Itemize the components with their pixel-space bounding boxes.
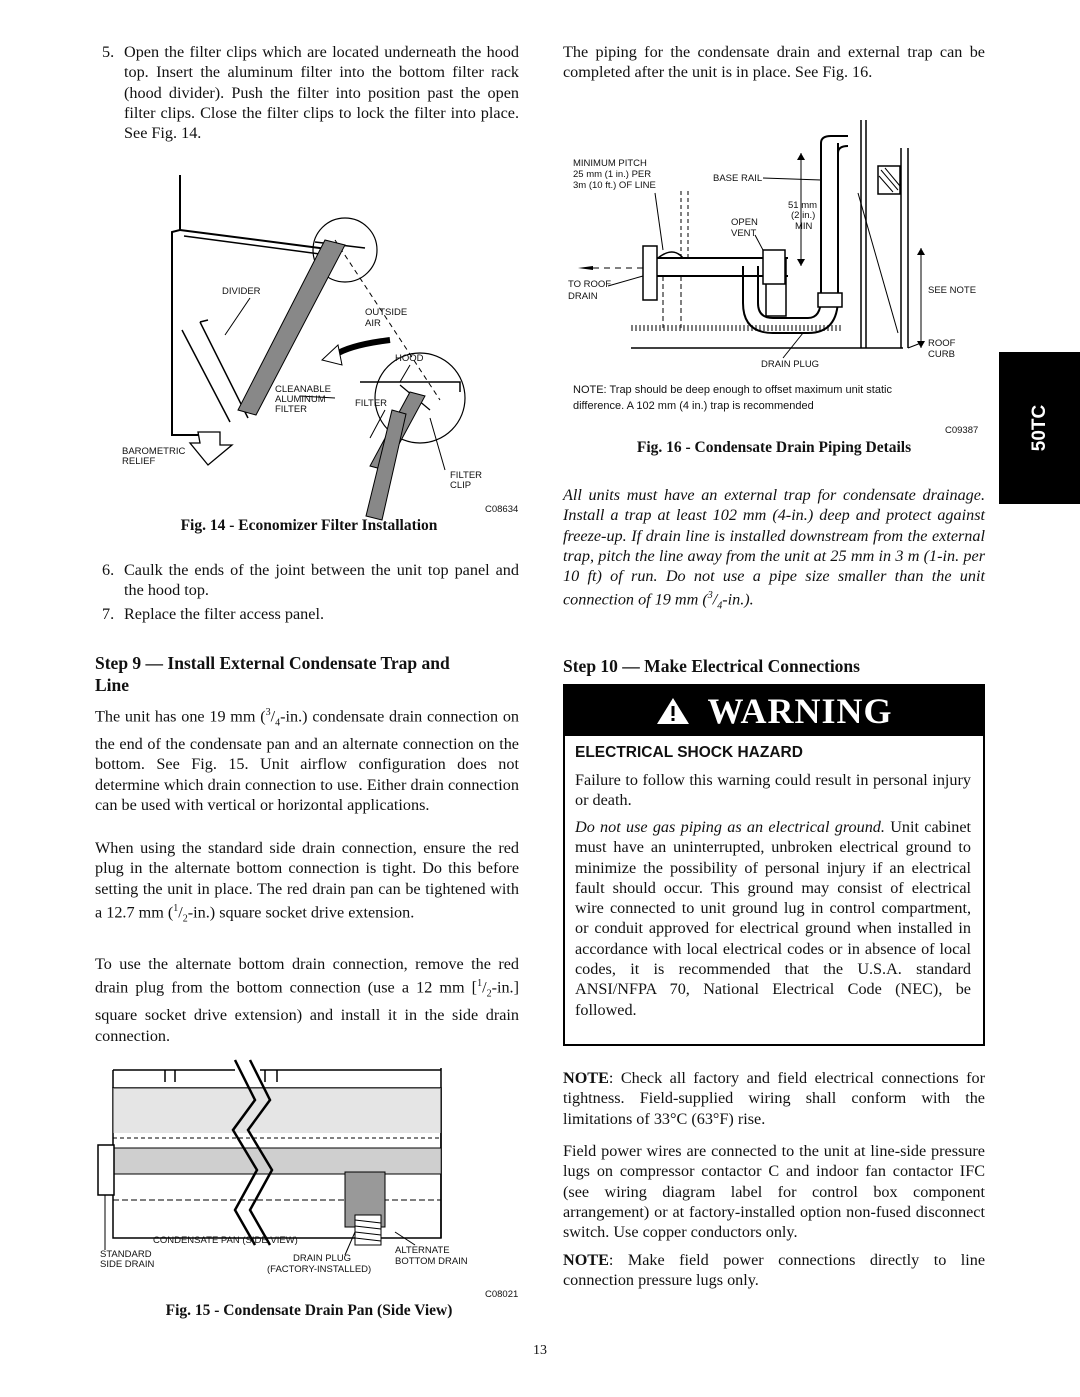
page-number: 13	[533, 1343, 547, 1358]
label-outside: OUTSIDE	[365, 307, 408, 318]
text: : Make field power connections directly to line connection pressure lugs only.	[563, 1251, 985, 1290]
text: -in.) square socket drive extension.	[187, 903, 415, 922]
figure-14-caption: Fig. 14 - Economizer Filter Installation	[180, 517, 438, 534]
fraction-den: 4	[717, 601, 723, 613]
label-side-drain: SIDE DRAIN	[100, 1259, 155, 1270]
label-to-roof: TO ROOF	[568, 279, 612, 290]
label-open: OPEN	[731, 217, 758, 228]
label-filter-2: FILTER	[355, 398, 388, 409]
paragraph-alternate-drain: To use the alternate bottom drain connection, remove the red drain plug from the bottom connection (use a 12 mm $[^1/_2-in.]$ square socket drive extension) and install it in the side drain connection.	[95, 955, 519, 1045]
label-filter: FILTER	[275, 404, 308, 415]
fraction-den: 4	[275, 717, 281, 729]
note-connections	[563, 1068, 985, 1129]
label-divider: DIVIDER	[222, 286, 261, 297]
note-line-2: difference. A 102 mm (4 in.) trap is recommended	[573, 400, 814, 412]
warning-triangle-icon	[655, 696, 691, 726]
warning-text-2	[575, 817, 971, 1020]
label-51mm: 51 mm	[788, 200, 818, 211]
label-see-note: SEE NOTE	[928, 285, 977, 296]
paragraph-external-trap: All units must have an external trap for condensate drainage. Install a trap at least 102 mm (4-in.) deep and protect against freeze-up. If drain line is installed downstream from the external trap, pitch the line away from the unit at 25 mm in 3 m (1-in. per 10 ft) of run. Do not use a pipe size smaller than the unit connection of 19 mm $(^3/_4-in.)$.	[563, 486, 985, 613]
figure-15-condensate-drain-pan	[95, 1060, 525, 1305]
figure-code: C08634	[485, 504, 519, 515]
warning-title: WARNING	[707, 691, 893, 731]
figure-16-condensate-drain-piping	[563, 118, 988, 438]
text: -in.).	[722, 590, 754, 609]
paragraph-piping-intro: The piping for the condensate drain and external trap can be completed after the unit is in place. See Fig. 16.	[563, 43, 985, 82]
text: To use the alternate bottom drain connection, remove the red drain plug from the bottom connection (use a 12 mm [	[95, 955, 519, 997]
text: Unit cabinet must have an uninterrupted, unbroken electrical ground to minimize the possibility of personal injury if an electrical fault should occur. This ground may consist of electrical wire connected to unit ground lug in control compartment, or conduit approved for electrical ground when installed in accordance with local electrical codes or in absence of local codes, it is recommended that the U.S.A. standard ANSI/NFPA 70, National Electrical Code (NEC), be followed.	[575, 818, 971, 1019]
label-cleanable: CLEANABLE	[275, 384, 331, 395]
note-line-1: NOTE: Trap should be deep enough to offset maximum unit static	[573, 384, 892, 396]
text: Do not use gas piping as an electrical ground.	[575, 818, 885, 836]
step-text: Caulk the ends of the joint between the unit top panel and the hood top.	[124, 561, 519, 600]
fraction-num: 1	[477, 978, 483, 990]
step-number: 6.	[102, 561, 115, 579]
figure-14-economizer-filter	[100, 170, 530, 520]
figure-15-caption: Fig. 15 - Condensate Drain Pan (Side View)	[165, 1302, 453, 1319]
label-hood: HOOD	[395, 353, 424, 364]
label-factory-installed: (FACTORY-INSTALLED)	[267, 1264, 372, 1275]
text: When using the standard side drain connection, ensure the red plug in the alternate bottom connection is tight. Do this before setting the unit in place. The red drain pan can be tightened with a 12.7 mm (	[95, 839, 519, 922]
side-tab-label: 50TC	[1028, 404, 1050, 452]
label-clip: CLIP	[450, 480, 472, 491]
fraction-den: 2	[182, 913, 188, 925]
step-10-heading: Step 10 — Make Electrical Connections	[563, 656, 860, 676]
label-pitch-line-2: 25 mm (1 in.) PER	[573, 169, 652, 180]
text: The unit has one 19 mm (	[95, 707, 266, 726]
figure-16-caption: Fig. 16 - Condensate Drain Piping Details	[636, 439, 912, 456]
label-relief: RELIEF	[122, 456, 156, 467]
steps-6-7	[102, 560, 519, 624]
label-filter-3: FILTER	[450, 470, 483, 481]
text: -in.] square socket drive extension) and install it in the side drain connection.	[95, 978, 519, 1045]
fraction-num: 3	[265, 707, 271, 718]
label-air: AIR	[365, 318, 381, 329]
step-5	[102, 42, 519, 143]
label-drain-plug: DRAIN PLUG	[293, 1253, 352, 1264]
label-min: MIN	[795, 221, 813, 232]
step-9-heading	[95, 652, 519, 696]
label-pitch-line-3: 3m (10 ft.) OF LINE	[573, 180, 656, 191]
label-2in: (2 in.)	[791, 210, 816, 221]
note-label: NOTE	[563, 1251, 609, 1269]
fraction-num: 1	[173, 902, 179, 914]
label-base-rail: BASE RAIL	[713, 173, 763, 184]
heading-line: Line	[95, 675, 130, 695]
paragraph-field-power: Field power wires are connected to the unit at line-side pressure lugs on compressor contactor C and indoor fan contactor IFC (see wiring diagram label for control box component arrangement) or at factory-installed option non-fused disconnect switch. Use copper conductors only.	[563, 1142, 985, 1242]
step-text: Open the filter clips which are located underneath the hood top. Insert the aluminum filter into the bottom filter rack (hood divider). Push the filter into position past the open filter clips. Close the filter clips to lock the filter into place. See Fig. 14.	[124, 43, 519, 143]
label-standard: STANDARD	[100, 1249, 152, 1260]
label-drain-plug: DRAIN PLUG	[761, 359, 820, 370]
paragraph-drain-connection: The unit has one 19 mm $(^3/_4-in.)$ condensate drain connection on the end of the condensate pan and an alternate connection on the bottom. See Fig. 15. Unit airflow configuration does not determine which drain connection to use. Either drain connection can be used with vertical or horizontal applications.	[95, 707, 520, 814]
step-text: Replace the filter access panel.	[124, 604, 324, 623]
hazard-title: ELECTRICAL SHOCK HAZARD	[575, 744, 803, 761]
label-drain: DRAIN	[568, 291, 598, 302]
label-vent: VENT	[731, 228, 757, 239]
fraction-num: 3	[707, 590, 713, 602]
step-number: 7.	[102, 604, 115, 623]
side-tab	[999, 352, 1080, 504]
warning-box	[563, 684, 985, 1046]
label-curb: CURB	[928, 349, 955, 360]
warning-text-1: Failure to follow this warning could result in personal injury or death.	[575, 771, 971, 810]
heading-line: Step 9 — Install External Condensate Trap and	[95, 653, 450, 673]
note-label: NOTE	[563, 1069, 609, 1087]
label-barometric: BAROMETRIC	[122, 446, 186, 457]
figure-code: C08021	[485, 1289, 519, 1300]
label-aluminum: ALUMINUM	[275, 394, 326, 405]
warning-banner	[565, 686, 983, 736]
label-alternate: ALTERNATE	[395, 1245, 450, 1256]
label-condensate-pan: CONDENSATE PAN (SIDE VIEW)	[153, 1235, 298, 1246]
figure-code: C09387	[945, 425, 979, 436]
paragraph-standard-side-drain: When using the standard side drain connection, ensure the red plug in the alternate bottom connection is tight. Do this before setting the unit in place. The red drain pan can be tightened with a 12.7 mm $(^1/_2-in.)$ square socket drive extension.	[95, 839, 519, 925]
label-bottom-drain: BOTTOM DRAIN	[395, 1256, 468, 1267]
fraction-den: 2	[486, 988, 492, 1000]
text: -in.) condensate drain connection on the end of the condensate pan and an alternate connection on the bottom. See Fig. 15. Unit airflow configuration does not determine which drain connection to use. Either drain connection can be used with vertical or horizontal applications.	[95, 707, 520, 814]
label-roof: ROOF	[928, 338, 956, 349]
step-number: 5.	[102, 43, 115, 61]
label-minimum-pitch: MINIMUM PITCH	[573, 158, 647, 169]
note-field-power	[563, 1250, 985, 1291]
text: All units must have an external trap for condensate drainage. Install a trap at least 102 mm (4-in.) deep and protect against freeze-up. If drain line is installed downstream from the external trap, pitch the line away from the unit at 25 mm in 3 m (1-in. per 10 ft) of run. Do not use a pipe size smaller than the unit connection of 19 mm (	[563, 486, 985, 609]
text: : Check all factory and field electrical connections for tightness. Field-supplied wiring shall conform with the limitations of 33°C (63°F) rise.	[563, 1069, 985, 1128]
